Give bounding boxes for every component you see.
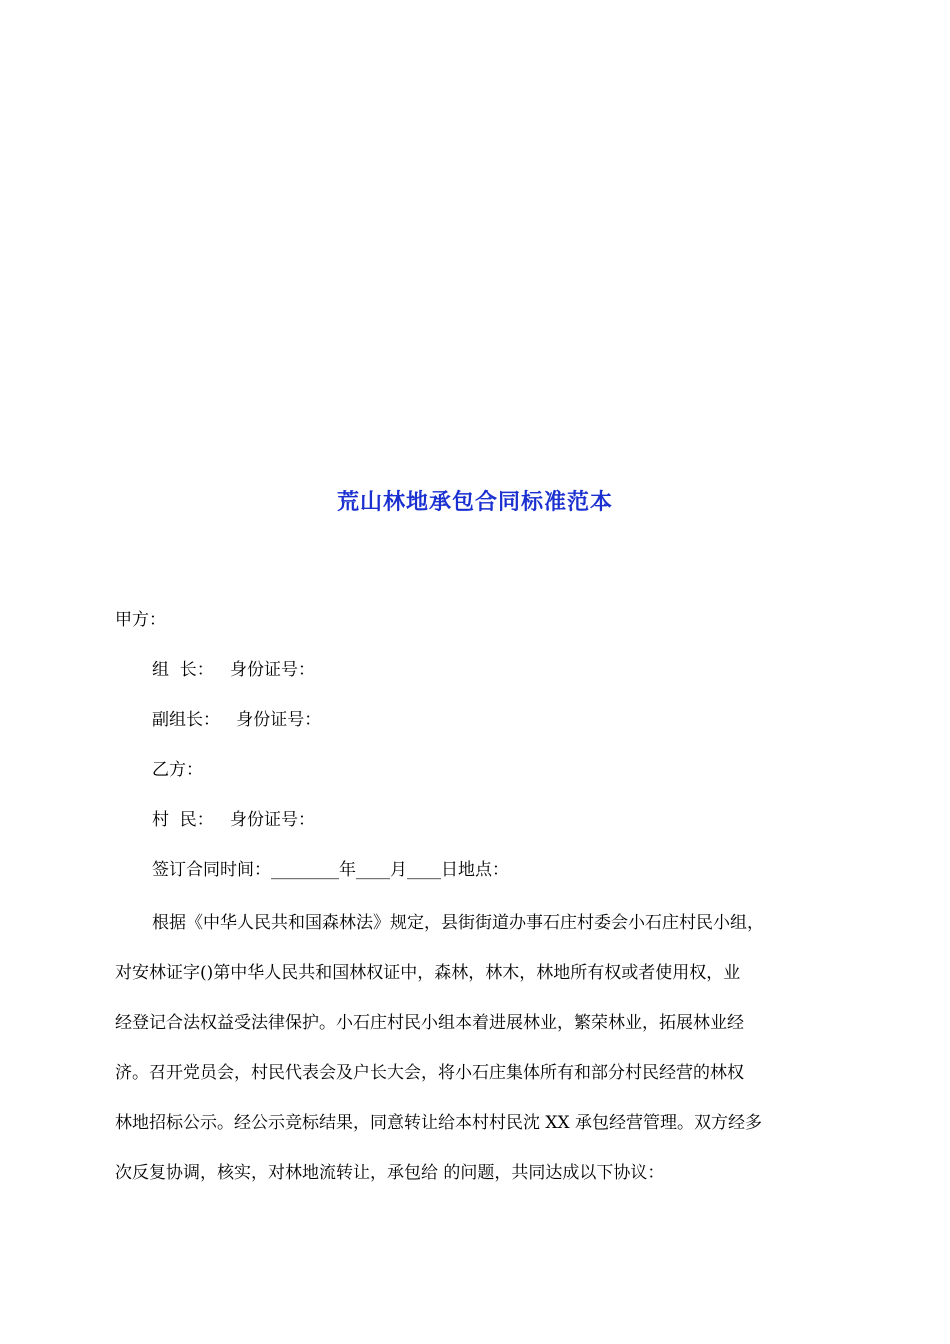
- document-title: 荒山林地承包合同标准范本: [336, 489, 613, 515]
- paragraph-line: 林地招标公示。经公示竞标结果，同意转让给本村村民沈 XX 承包经营管理。双方经多: [115, 1113, 763, 1133]
- leader-line: 组 长： 身份证号：: [152, 660, 316, 680]
- signing-date-line: 签订合同时间：________年____月____日地点：: [152, 860, 509, 880]
- agreement-paragraph: [115, 898, 855, 1198]
- villager-line: 村 民： 身份证号：: [152, 810, 316, 830]
- paragraph-line: 根据《中华人民共和国森林法》规定，县街街道办事石庄村委会小石庄村民小组，: [152, 913, 764, 933]
- party-b-label: 乙方：: [152, 760, 203, 780]
- paragraph-line: 次反复协调，核实，对林地流转让，承包给 的问题，共同达成以下协议：: [115, 1163, 665, 1183]
- paragraph-line: 对安林证字()第中华人民共和国林权证中，森林，林木，林地所有权或者使用权，业: [115, 963, 741, 983]
- paragraph-line: 济。召开党员会，村民代表会及户长大会，将小石庄集体所有和部分村民经营的林权: [115, 1063, 744, 1083]
- party-a-label: 甲方：: [115, 610, 166, 630]
- paragraph-line: 经登记合法权益受法律保护。小石庄村民小组本着进展林业，繁荣林业，拓展林业经: [115, 1013, 744, 1033]
- deputy-leader-line: 副组长： 身份证号：: [152, 710, 322, 730]
